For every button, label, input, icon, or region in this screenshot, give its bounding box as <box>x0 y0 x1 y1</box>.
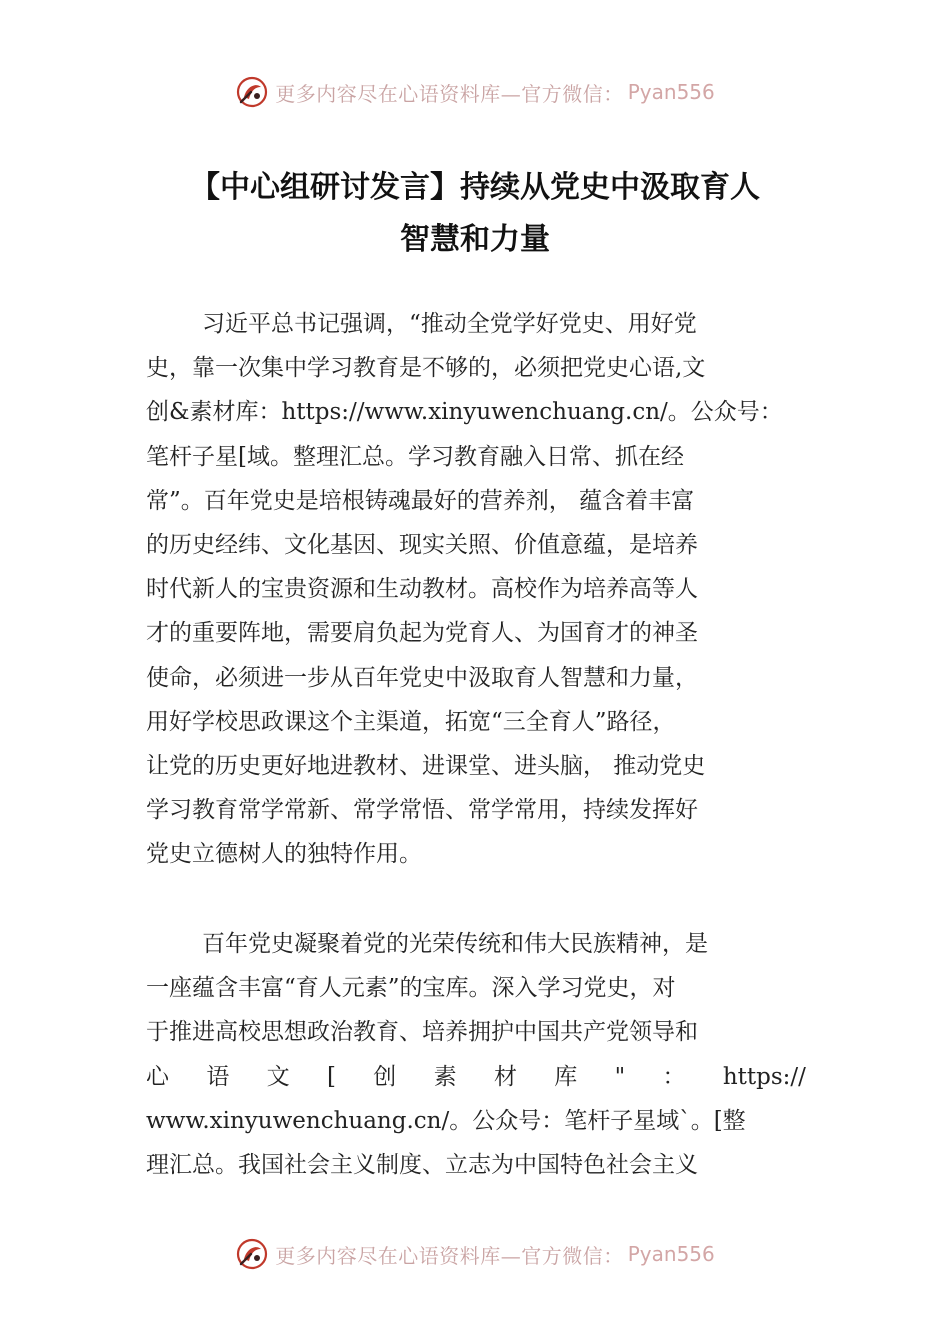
spread-char: " <box>614 1063 626 1090</box>
text-line: 的历史经纬、文化基因、现实关照、价值意蕴，是培养 <box>146 531 698 558</box>
footer-banner-text: 更多内容尽在心语资料库—官方微信： <box>275 1243 624 1268</box>
text-line: 笔杆子星[域。整理汇总。学习教育融入日常、抓在经 <box>146 443 684 470</box>
text-line: 常”。百年党史是培根铸魂最好的营养剂， 蕴含着丰富 <box>146 487 695 514</box>
text-line: 于推进高校思想政治教育、培养拥护中国共产党领导和 <box>146 1019 698 1046</box>
text-line: 学习教育常学常新、常学常悟、常学常用，持续发挥好 <box>146 797 698 824</box>
spread-char: https:// <box>722 1063 806 1090</box>
spread-char: [ <box>326 1063 336 1090</box>
spread-char: 库 <box>554 1063 578 1090</box>
header-banner-text: 更多内容尽在心语资料库—官方微信： <box>275 81 624 106</box>
logo-icon <box>235 75 269 109</box>
spread-char: 创 <box>373 1063 397 1090</box>
spread-text-line <box>146 1055 806 1099</box>
spread-char: ： <box>662 1063 686 1090</box>
paragraph-1 <box>146 302 806 876</box>
spread-char: 语 <box>206 1063 230 1090</box>
text-line: 时代新人的宝贵资源和生动教材。高校作为培养高等人 <box>146 576 698 603</box>
title-line-1: 【中心组研讨发言】持续从党史中汲取育人 <box>190 170 760 205</box>
document-title <box>100 162 850 266</box>
text-line: www.xinyuwenchuang.cn/。公众号：笔杆子星域`。[整 <box>146 1107 746 1134</box>
text-line: 百年党史凝聚着党的光荣传统和伟大民族精神，是 <box>202 931 708 957</box>
paragraph-2 <box>146 922 806 1187</box>
text-line: 理汇总。我国社会主义制度、立志为中国特色社会主义 <box>146 1151 698 1178</box>
text-line: 使命，必须进一步从百年党史中汲取育人智慧和力量， <box>146 664 698 691</box>
logo-icon <box>235 1237 269 1271</box>
text-line: 创&素材库：https://www.xinyuwenchuang.cn/。公众号： <box>146 399 783 426</box>
header-banner-handle: Pyan556 <box>627 80 715 104</box>
spread-char: 材 <box>493 1063 517 1090</box>
text-line: 才的重要阵地，需要肩负起为党育人、为国育才的神圣 <box>146 620 698 647</box>
text-line: 党史立德树人的独特作用。 <box>146 841 422 868</box>
title-line-2: 智慧和力量 <box>400 222 550 257</box>
spread-char: 素 <box>433 1063 457 1090</box>
footer-banner-handle: Pyan556 <box>627 1242 715 1266</box>
footer-banner <box>0 1234 950 1274</box>
text-line: 用好学校思政课这个主渠道，拓宽“三全育人”路径， <box>146 708 676 735</box>
spread-char: 文 <box>266 1063 290 1090</box>
text-line: 史，靠一次集中学习教育是不够的，必须把党史心语,文 <box>146 355 706 382</box>
text-line: 习近平总书记强调，“推动全党学好党史、用好党 <box>202 311 697 337</box>
text-line: 一座蕴含丰富“育人元素”的宝库。深入学习党史，对 <box>146 975 676 1002</box>
text-line: 让党的历史更好地进教材、进课堂、进头脑， 推动党史 <box>146 752 706 779</box>
spread-char: 心 <box>146 1063 169 1090</box>
header-banner <box>0 72 950 112</box>
